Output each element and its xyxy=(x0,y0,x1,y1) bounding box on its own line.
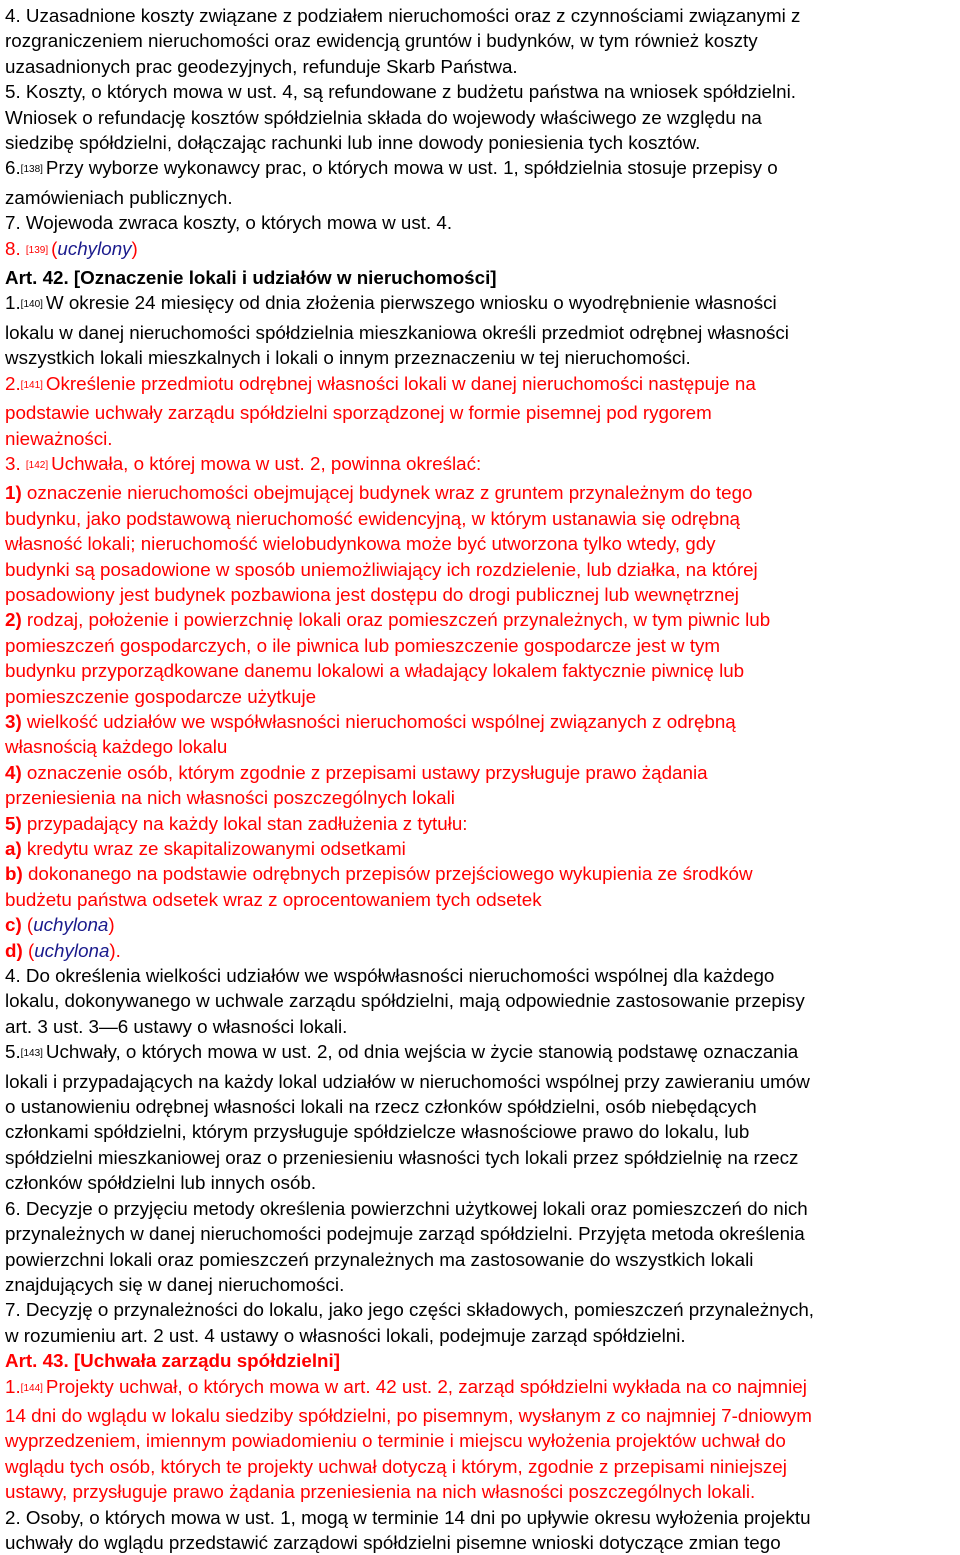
text-span: członkami spółdzielni, którym przysługuje spółdzielcze własnościowe prawo do lokalu, lub xyxy=(5,1121,750,1143)
text-line xyxy=(5,1039,952,1068)
text-line xyxy=(5,345,952,370)
text-span: budynku przyporządkowane danemu lokalowi a władający lokalem faktycznie piwnicę lub xyxy=(5,660,745,682)
text-span: rozgraniczeniem nieruchomości oraz ewidencją gruntów i budynków, w tym również koszty xyxy=(5,30,758,52)
text-line xyxy=(5,290,952,319)
text-line xyxy=(5,607,952,632)
text-span: ) xyxy=(131,237,138,259)
text-span: a) xyxy=(5,838,22,859)
text-span: nieważności. xyxy=(5,427,113,449)
text-span: 4. Do określenia wielkości udziałów we współwłasności nieruchomości wspólnej dla każdego xyxy=(5,965,775,987)
text-line xyxy=(5,938,952,963)
text-span: W okresie 24 miesięcy od dnia złożenia pierwszego wniosku o wyodrębnienie własności xyxy=(45,292,777,314)
text-span: wszystkich lokali mieszkalnych i lokali o innym przeznaczeniu w tej nieruchomości. xyxy=(5,347,691,369)
text-line xyxy=(5,1094,952,1119)
text-span: 4. Uzasadnione koszty związane z podziałem nieruchomości oraz z czynnościami związanymi z xyxy=(5,5,801,26)
text-line xyxy=(5,400,952,425)
text-span: 1. xyxy=(5,1375,21,1397)
text-line xyxy=(5,912,952,937)
text-span: lokali i przypadających na każdy lokal udziałów w nieruchomości wspólnej przy zawieraniu umów xyxy=(5,1070,810,1092)
text-span: 6. Decyzje o przyjęciu metody określenia powierzchni użytkowej lokali oraz pomieszczeń do nich xyxy=(5,1197,808,1219)
text-line xyxy=(5,1428,952,1453)
text-span: 2) xyxy=(5,609,22,631)
text-line xyxy=(5,1297,952,1322)
text-line xyxy=(5,3,952,28)
text-span: kredytu wraz ze skapitalizowanymi odsetkami xyxy=(21,838,406,859)
text-span: ( xyxy=(51,237,58,259)
text-line xyxy=(5,658,952,683)
text-line xyxy=(5,887,952,912)
text-line xyxy=(5,1119,952,1144)
text-line xyxy=(5,480,952,505)
text-line xyxy=(5,155,952,184)
text-span: znajdujących się w danej nieruchomości. xyxy=(5,1273,345,1295)
footnote-ref: [142] xyxy=(25,459,49,471)
text-span: posadowiony jest budynek pozbawiona jest dostępu do drogi publicznej lub wewnętrznej xyxy=(5,583,739,605)
text-span: 2. Osoby, o których mowa w ust. 1, mogą w terminie 14 dni po upływie okresu wyłożenia projektu xyxy=(5,1506,811,1528)
text-span: uchylona xyxy=(34,939,110,961)
text-span: siedzibę spółdzielni, dołączając rachunki lub inne dowody poniesienia tych kosztów. xyxy=(5,132,701,154)
text-line xyxy=(5,265,952,290)
text-span: uzasadnionych prac geodezyjnych, refunduje Skarb Państwa. xyxy=(5,55,518,77)
text-line xyxy=(5,236,952,265)
text-span: uchylona xyxy=(33,914,109,936)
text-span: podstawie uchwały zarządu spółdzielni sporządzonej w formie pisemnej pod rygorem xyxy=(5,402,712,424)
text-line xyxy=(5,79,952,104)
text-line xyxy=(5,836,952,861)
text-span: 1. xyxy=(5,292,21,314)
text-span: lokalu w danej nieruchomości spółdzielnia mieszkaniowa określi przedmiot odrębnej własności xyxy=(5,321,789,343)
text-line xyxy=(5,210,952,235)
text-span: budżetu państwa odsetek wraz z oprocentowaniem tych odsetek xyxy=(5,888,542,910)
text-line xyxy=(5,785,952,810)
text-span: własnością każdego lokalu xyxy=(5,736,228,758)
text-span: 6. xyxy=(5,157,21,179)
text-span: własność lokali; nieruchomość wielobudynkowa może być utworzona tylko wtedy, gdy xyxy=(5,533,716,555)
text-line xyxy=(5,1323,952,1348)
text-span: c) xyxy=(5,914,22,936)
text-span: dokonanego na podstawie odrębnych przepisów przejściowego wykupienia ze środków xyxy=(22,863,753,885)
text-span: 3. xyxy=(5,452,26,474)
text-line xyxy=(5,105,952,130)
text-span: 7. Decyzję o przynależności do lokalu, jako jego części składowych, pomieszczeń przynależnych, xyxy=(5,1299,815,1321)
text-line xyxy=(5,734,952,759)
text-line xyxy=(5,1348,952,1373)
text-span: przeniesienia na nich własności poszczególnych lokali xyxy=(5,787,455,809)
text-span: ). xyxy=(109,939,121,961)
text-span: lokalu, dokonywanego w uchwale zarządu spółdzielni, mają odpowiednie zastosowanie przepisy xyxy=(5,990,805,1012)
text-span: 2. xyxy=(5,372,21,394)
text-span: 3) xyxy=(5,710,22,732)
text-span: rodzaj, położenie i powierzchnię lokali oraz pomieszczeń przynależnych, w tym piwnic lub xyxy=(21,609,771,631)
text-line xyxy=(5,531,952,556)
text-span: ( xyxy=(22,939,35,961)
text-span: przynależnych w danej nieruchomości podejmuje zarząd spółdzielni. Przyjęta metoda określenia xyxy=(5,1223,805,1245)
text-span: b) xyxy=(5,863,23,885)
footnote-ref: [144] xyxy=(20,1382,43,1394)
text-line xyxy=(5,185,952,210)
text-span: spółdzielni mieszkaniowej oraz o przeniesieniu własności tych lokali przez spółdzielnię na rzecz xyxy=(5,1146,799,1168)
text-span: uchwały do wglądu przedstawić zarządowi spółdzielni pisemne wnioski dotyczące zmian tego xyxy=(5,1531,781,1553)
text-line xyxy=(5,320,952,345)
text-span: d) xyxy=(5,939,23,961)
text-line xyxy=(5,684,952,709)
text-span: 5. Koszty, o których mowa w ust. 4, są refundowane z budżetu państwa na wniosek spółdzielni. xyxy=(5,81,796,103)
text-line xyxy=(5,1014,952,1039)
text-span: wyprzedzeniem, imiennym powiadomieniu o terminie i miejscu wyłożenia projektów uchwał do xyxy=(5,1430,786,1452)
text-line xyxy=(5,709,952,734)
text-line xyxy=(5,633,952,658)
text-line xyxy=(5,28,952,53)
text-span: 7. Wojewoda zwraca koszty, o których mowa w ust. 4. xyxy=(5,212,453,234)
text-line xyxy=(5,1505,952,1530)
text-span: ( xyxy=(21,914,34,936)
text-span: wielkość udziałów we współwłasności nieruchomości wspólnej związanych z odrębną xyxy=(21,710,736,732)
text-span: 5. xyxy=(5,1041,21,1063)
text-span: 5) xyxy=(5,812,22,834)
text-span: budynki są posadowione w sposób uniemożliwiający ich rozdzielenie, lub działka, na której xyxy=(5,558,758,580)
text-span: wglądu tych osób, których te projekty uchwał dotyczą i którym, zgodnie z przepisami niniejszej xyxy=(5,1455,787,1477)
text-line xyxy=(5,1069,952,1094)
text-line xyxy=(5,1374,952,1403)
text-line xyxy=(5,1403,952,1428)
text-line xyxy=(5,1454,952,1479)
text-line xyxy=(5,451,952,480)
text-span: pomieszczeń gospodarczych, o ile piwnica lub pomieszczenie gospodarcze jest w tym xyxy=(5,634,721,656)
footnote-ref: [139] xyxy=(25,244,49,256)
text-span: oznaczenie osób, którym zgodnie z przepisami ustawy przysługuje prawo żądania xyxy=(21,761,708,783)
text-span: o ustanowieniu odrębnej własności lokali na rzecz członków spółdzielni, osób niebędących xyxy=(5,1096,757,1118)
text-line xyxy=(5,557,952,582)
text-line xyxy=(5,1145,952,1170)
text-span: Przy wyborze wykonawcy prac, o których mowa w ust. 1, spółdzielnia stosuje przepisy o xyxy=(45,157,778,179)
text-span: 4) xyxy=(5,761,22,783)
text-line xyxy=(5,811,952,836)
text-line xyxy=(5,371,952,400)
footnote-ref: [138] xyxy=(20,164,43,176)
text-line xyxy=(5,1479,952,1504)
text-line xyxy=(5,1196,952,1221)
text-span: 14 dni do wglądu w lokalu siedziby spółdzielni, po pisemnym, wysłanym z co najmniej 7-dniowym xyxy=(5,1404,812,1426)
text-line xyxy=(5,54,952,79)
text-span: przypadający na każdy lokal stan zadłużenia z tytułu: xyxy=(21,812,468,834)
text-line xyxy=(5,1272,952,1297)
text-span: w rozumieniu art. 2 ust. 4 ustawy o własności lokali, podejmuje zarząd spółdzielni. xyxy=(5,1324,686,1346)
text-span: Art. 43. [Uchwała zarządu spółdzielni] xyxy=(5,1350,340,1372)
text-line xyxy=(5,963,952,988)
footnote-ref: [143] xyxy=(20,1048,43,1060)
text-span: Określenie przedmiotu odrębnej własności lokali w danej nieruchomości następuje na xyxy=(45,372,756,394)
text-line xyxy=(5,861,952,886)
text-span: zamówieniach publicznych. xyxy=(5,186,233,208)
text-line xyxy=(5,1247,952,1272)
text-span: Projekty uchwał, o których mowa w art. 42 ust. 2, zarząd spółdzielni wykłada na co najmniej xyxy=(45,1375,807,1397)
text-span: Uchwały, o których mowa w ust. 2, od dnia wejścia w życie stanowią podstawę oznaczania xyxy=(45,1041,799,1063)
text-span: ustawy, przysługuje prawo żądania przeniesienia na nich własności poszczególnych lokali. xyxy=(5,1481,756,1503)
text-line xyxy=(5,988,952,1013)
text-line xyxy=(5,1221,952,1246)
text-line xyxy=(5,426,952,451)
text-span: uchylony xyxy=(57,237,132,259)
text-span: pomieszczenie gospodarcze użytkuje xyxy=(5,685,317,707)
footnote-ref: [141] xyxy=(20,379,43,391)
text-line xyxy=(5,506,952,531)
text-span: powierzchni lokali oraz pomieszczeń przynależnych ma zastosowanie do wszystkich lokali xyxy=(5,1248,754,1270)
text-span: Uchwała, o której mowa w ust. 2, powinna określać: xyxy=(51,452,482,474)
text-line xyxy=(5,1530,952,1555)
text-span: członków spółdzielni lub innych osób. xyxy=(5,1172,317,1194)
text-line xyxy=(5,760,952,785)
text-line xyxy=(5,582,952,607)
text-line xyxy=(5,1170,952,1195)
footnote-ref: [140] xyxy=(20,299,43,311)
text-span: ) xyxy=(108,914,115,936)
text-span: budynku, jako podstawową nieruchomość ewidencyjną, w którym ustanawia się odrębną xyxy=(5,507,740,529)
text-span: 8. xyxy=(5,237,26,259)
text-span: Art. 42. [Oznaczenie lokali i udziałów w nieruchomości] xyxy=(5,267,497,289)
text-span: art. 3 ust. 3—6 ustawy o własności lokali. xyxy=(5,1015,348,1037)
text-span: oznaczenie nieruchomości obejmującej budynek wraz z gruntem przynależnym do tego xyxy=(21,482,753,504)
text-line xyxy=(5,130,952,155)
text-span: 1) xyxy=(5,482,22,504)
text-span: Wniosek o refundację kosztów spółdzielnia składa do wojewody właściwego ze względu na xyxy=(5,106,762,128)
